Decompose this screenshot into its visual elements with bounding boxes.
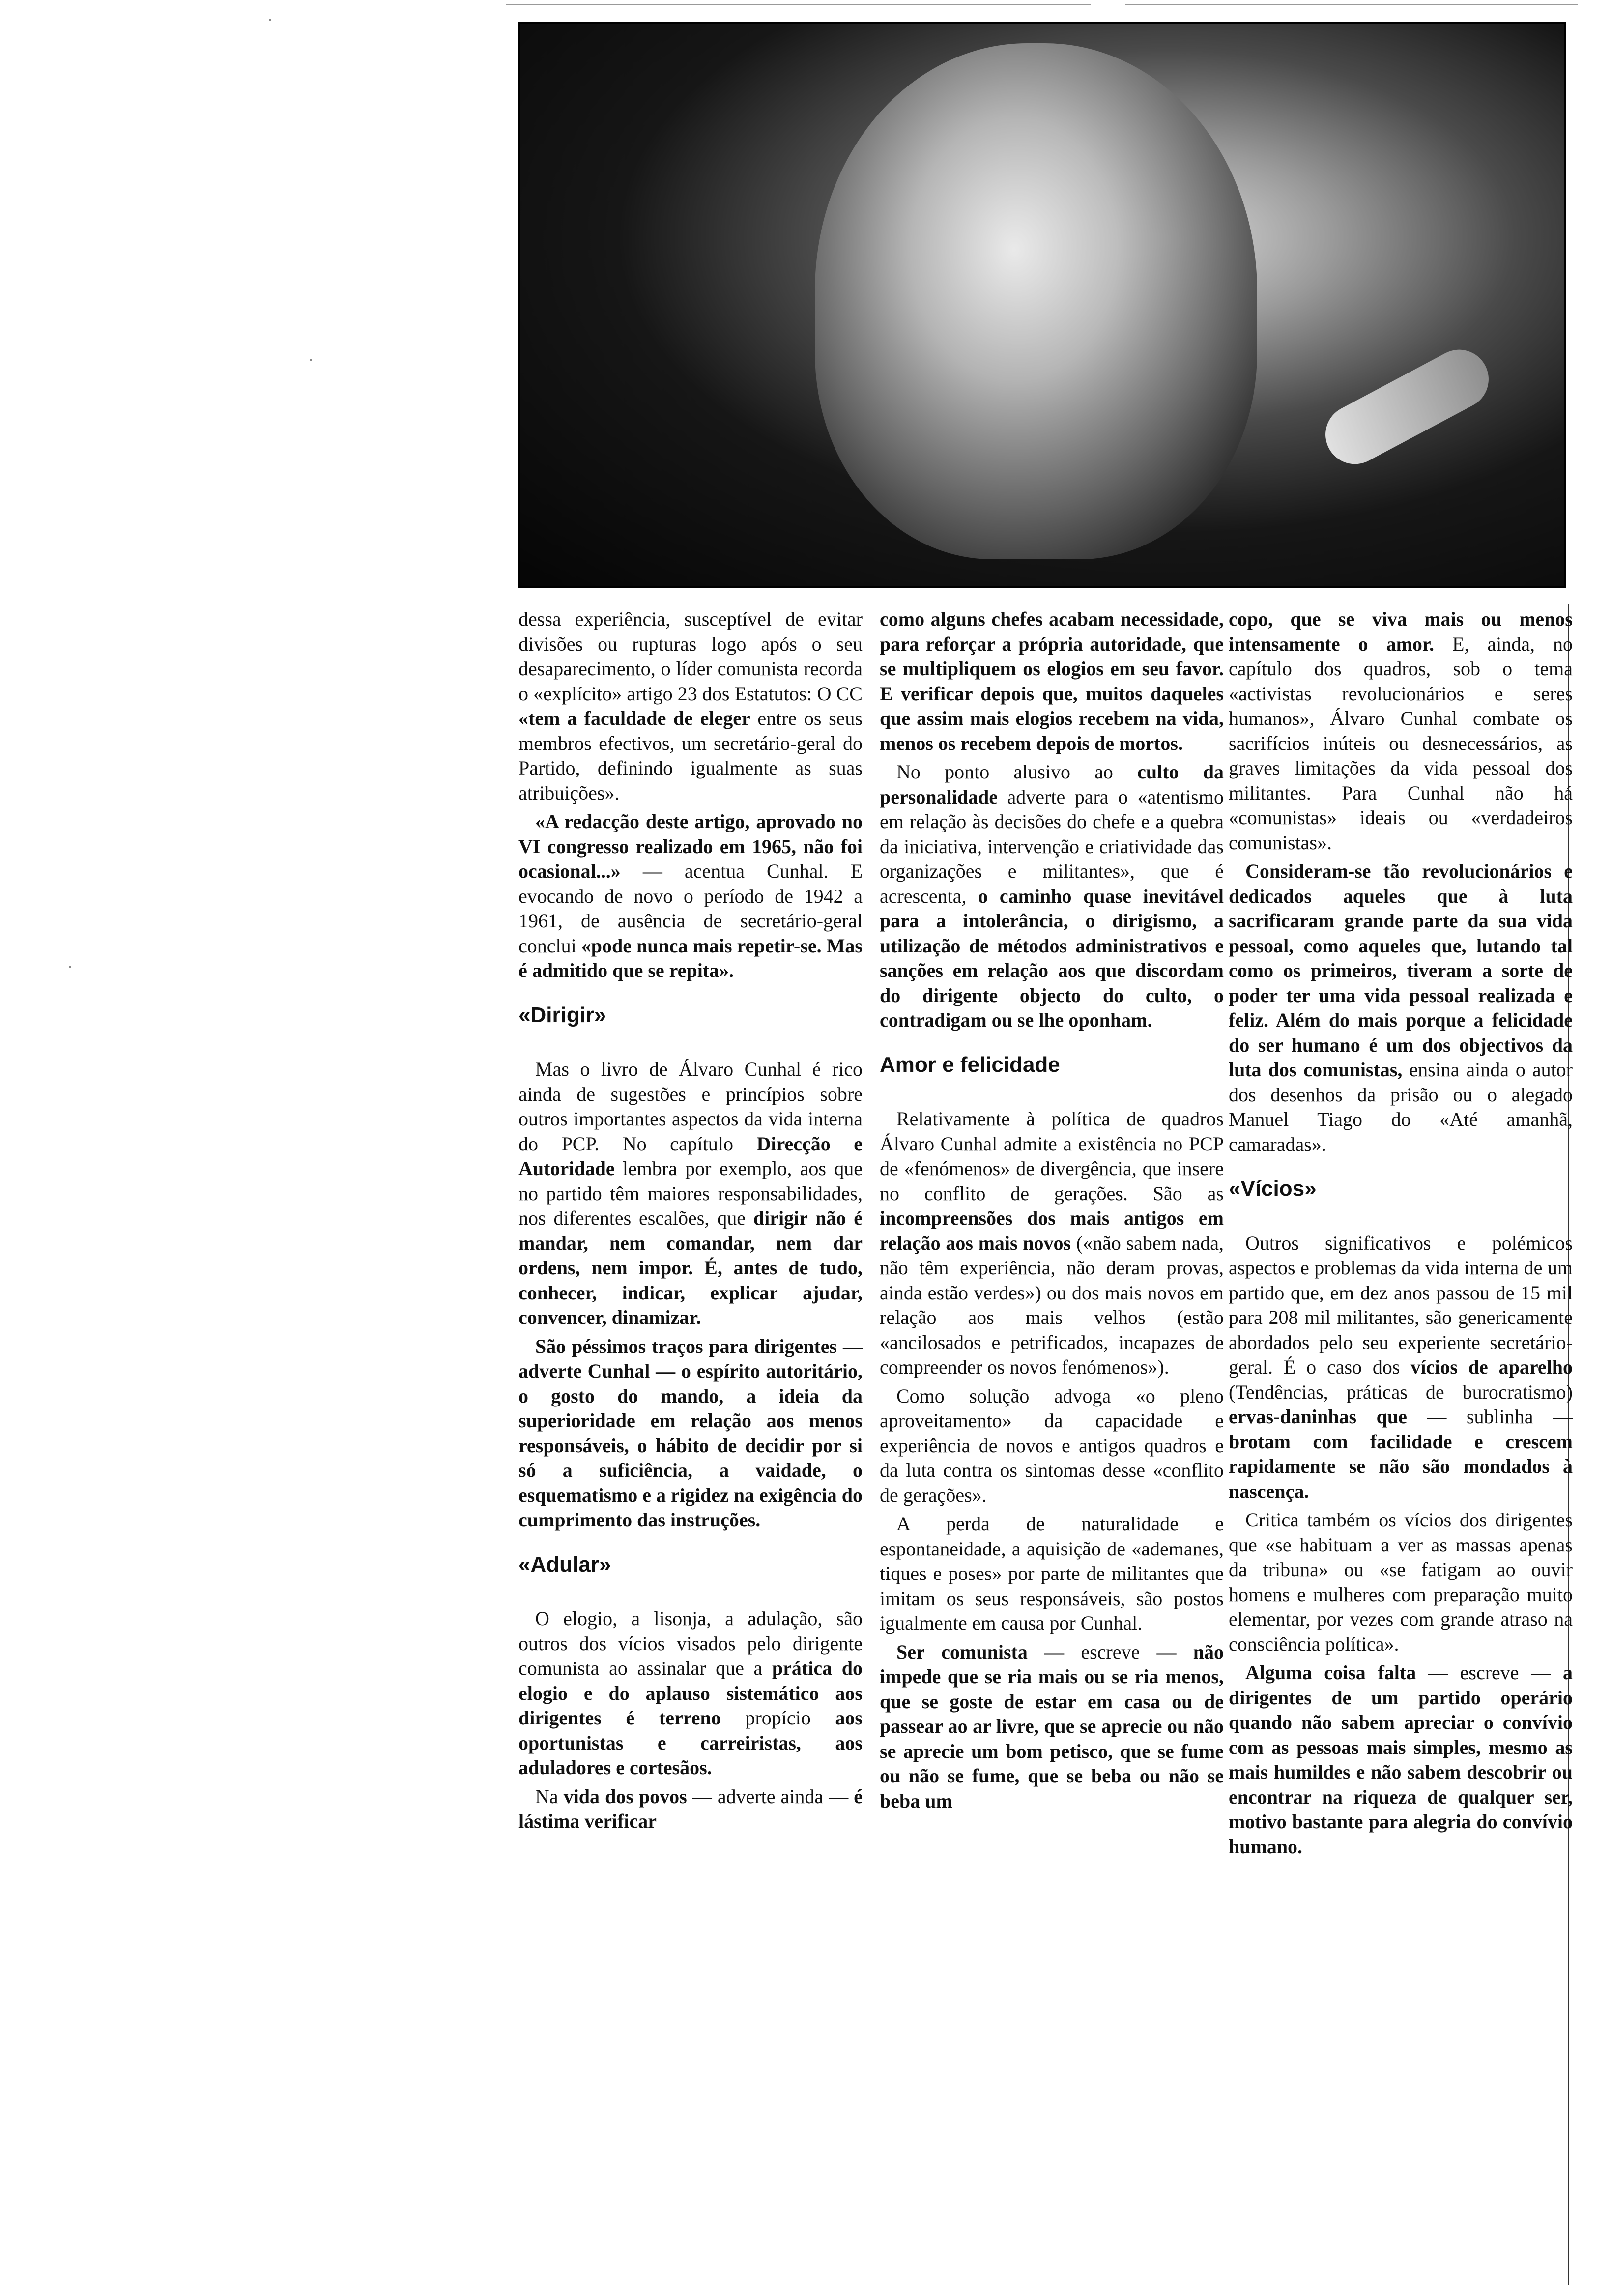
top-rule-right <box>1125 4 1578 5</box>
scan-speck <box>310 359 312 361</box>
paragraph: Mas o livro de Álvaro Cunhal é rico ainda de sugestões e princípios sobre outros importantes aspectos da vida interna do PCP. No capítulo Direcção e Autoridade lembra por exemplo, aos que no partido têm maiores responsabilidades, nos diferentes escalões, que dirigir não é mandar, nem comandar, nem dar ordens, nem impor. É, antes de tudo, conhecer, indicar, explicar ajudar, convencer, dinamizar. <box>518 1058 863 1328</box>
paragraph: Outros significativos e polémicos aspectos e problemas da vida interna de um partido que, em dez anos passou de 15 mil para 208 mil militantes, são genericamente abordados pelo seu experiente secretário-geral. É o caso dos vícios de aparelho (Tendências, práticas de burocratismo) ervas-daninhas que — sublinha — brotam com facilidade e crescem rapidamente se não são mondados à nascença. <box>1229 1232 1573 1502</box>
column-2 <box>880 607 1224 1817</box>
paragraph: dessa experiência, susceptível de evitar divisões ou rupturas logo após o seu desaparecimento, o líder comunista recorda o «explícito» artigo 23 dos Estatutos: O CC «tem a faculdade de eleger entre os seus membros efectivos, um secretário-geral do Partido, definindo igualmente as suas atribuições». <box>518 608 863 804</box>
paragraph: Ser comunista — escreve — não impede que se ria mais ou se ria menos, que se goste de estar em casa ou de passear ao ar livre, que se aprecie ou não se aprecie um bom petisco, que se fume ou não se fume, que se beba ou não se beba um <box>880 1640 1224 1812</box>
paragraph: No ponto alusivo ao culto da personalidade adverte para o «atentismo em relação às decisões do chefe e a quebra da iniciativa, intervenção e criatividade das organizações e militantes», que é acrescenta, o caminho quase inevitável para a intolerância, o dirigismo, a utilização de métodos administrativos e sanções em relação aos que discordam do dirigente objecto do culto, o contradigam ou se lhe oponham. <box>880 761 1224 1031</box>
section-heading-amor-e-felicidade: Amor e felicidade <box>880 1052 1060 1077</box>
paragraph: A perda de naturalidade e espontaneidade, a aquisição de «ademanes, tiques e poses» por parte de militantes que imitam os seus responsáveis, são postos igualmente em causa por Cunhal. <box>880 1513 1224 1634</box>
paragraph: São péssimos traços para dirigentes — adverte Cunhal — o espírito autoritário, o gosto do mando, a ideia da superioridade em relação aos menos responsáveis, o hábito de decidir por si só a suficiência, a vaidade, o esquematismo e a rigidez na exigência do cumprimento das instruções. <box>518 1335 863 1531</box>
column-3 <box>1229 607 1573 1863</box>
scan-speck <box>69 966 71 968</box>
scan-speck <box>269 19 271 21</box>
microphone-glare <box>1315 340 1499 475</box>
section-heading-dirigir: «Dirigir» <box>518 1003 606 1027</box>
top-rule-left <box>506 4 1091 5</box>
paragraph: «A redacção deste artigo, aprovado no VI congresso realizado em 1965, não foi ocasional...» — acentua Cunhal. E evocando de novo o período de 1942 a 1961, de ausência de secretário-geral conclui «pode nunca mais repetir-se. Mas é admitido que se repita». <box>518 810 863 981</box>
portrait-face <box>815 43 1257 559</box>
column-1 <box>518 607 863 1838</box>
paragraph: Como solução advoga «o pleno aproveitamento» da capacidade e experiência de novos e antigos quadros e da luta contra os sintomas desse «conflito de gerações». <box>880 1384 1224 1506</box>
paragraph: Consideram-se tão revolucionários e dedicados aqueles que à luta sacrificaram grande parte da sua vida pessoal, como aqueles que, lutando tal como os primeiros, tiveram a sorte de poder ter uma vida pessoal realizada e feliz. Além do mais porque a felicidade do ser humano é um dos objectivos da luta dos comunistas, ensina ainda o autor dos desenhos da prisão ou o alegado Manuel Tiago do «Até amanhã, camaradas». <box>1229 860 1573 1155</box>
paragraph: Relativamente à política de quadros Álvaro Cunhal admite a existência no PCP de «fenómenos» de divergência, que insere no conflito de gerações. São as incompreensões dos mais antigos em relação aos mais novos («não sabem nada, não têm experiência, não deram provas, ainda estão verdes») ou dos mais novos em relação aos mais velhos (estão «ancilosados e petrificados, incapazes de compreender os novos fenómenos»). <box>880 1108 1224 1378</box>
paragraph: Critica também os vícios dos dirigentes que «se habituam a ver as massas apenas da tribuna» ou «se fatigam ao ouvir homens e mulheres com preparação muito elementar, por vezes com grande atraso na consciência política». <box>1229 1509 1573 1655</box>
paragraph: Alguma coisa falta — escreve — a dirigentes de um partido operário quando não sabem apreciar o convívio com as pessoas mais simples, mesmo as mais humildes e não sabem descobrir ou encontrar na riqueza de qualquer ser, motivo bastante para alegria do convívio humano. <box>1229 1662 1573 1858</box>
paragraph: Na vida dos povos — adverte ainda — é lástima verificar <box>518 1785 863 1832</box>
section-heading-vicios: «Vícios» <box>1229 1177 1317 1201</box>
section-heading-adular: «Adular» <box>518 1552 611 1577</box>
paragraph: copo, que se viva mais ou menos intensamente o amor. E, ainda, no capítulo dos quadros, sob o tema «activistas revolucionários e seres humanos», Álvaro Cunhal combate os sacrifícios inúteis ou desnecessários, as graves limitações da vida pessoal dos militantes. Para Cunhal não há «comunistas» ideais ou «verdadeiros comunistas». <box>1229 608 1573 854</box>
paragraph: O elogio, a lisonja, a adulação, são outros dos vícios visados pelo dirigente comunista ao assinalar que a prática do elogio e do aplauso sistemático aos dirigentes é terreno propício aos oportunistas e carreiristas, aos aduladores e cortesãos. <box>518 1607 863 1779</box>
paragraph: como alguns chefes acabam necessidade, para reforçar a própria autoridade, que se multipliquem os elogios em seu favor. E verificar depois que, muitos daqueles que assim mais elogios recebem na vida, menos os recebem depois de mortos. <box>880 608 1224 754</box>
portrait-photo <box>518 22 1566 588</box>
